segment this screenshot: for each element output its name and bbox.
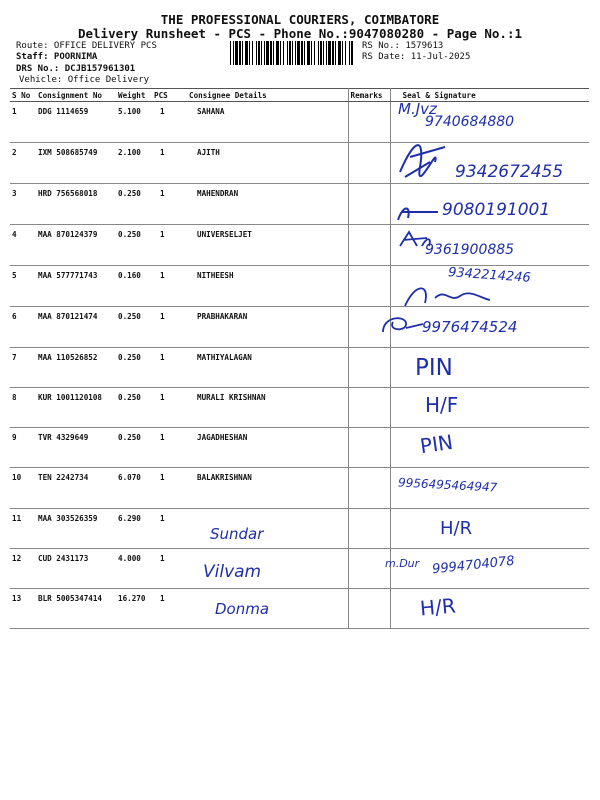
cell-remarks: [348, 348, 390, 388]
cell-remarks: [348, 589, 390, 629]
cell-consignee: UNIVERSELJET: [187, 225, 348, 266]
cell-consignee: PRABHAKARAN: [187, 307, 348, 348]
cell-consignment: HRD 756568018: [36, 184, 116, 225]
cell-consignment: MAA 577771743: [36, 266, 116, 307]
handwritten-name: Vilvam: [203, 562, 262, 582]
cell-weight: 16.270: [116, 589, 152, 629]
cell-consignee: SAHANA: [187, 102, 348, 143]
cell-weight: 4.000: [116, 549, 152, 589]
cell-consignment: IXM 508685749: [36, 143, 116, 184]
cell-consignment: DDG 1114659: [36, 102, 116, 143]
handwritten-phone: 9994704078: [431, 553, 516, 578]
cell-weight: 6.070: [116, 468, 152, 509]
signature-scribble-icon: [395, 278, 495, 308]
cell-sno: 8: [10, 388, 36, 428]
barcode-image: [230, 41, 356, 65]
cell-pcs: 1: [152, 307, 187, 348]
cell-sno: 2: [10, 143, 36, 184]
cell-sno: 3: [10, 184, 36, 225]
cell-consignment: MAA 110526852: [36, 348, 116, 388]
cell-weight: 2.100: [116, 143, 152, 184]
cell-remarks: [348, 225, 390, 266]
cell-sno: 7: [10, 348, 36, 388]
table-header-row: [10, 89, 589, 102]
handwritten-phone: 9342214246: [447, 265, 532, 286]
cell-consignment: MAA 303526359: [36, 509, 116, 549]
handwritten-note: PIN: [415, 355, 453, 381]
cell-consignment: MAA 870124379: [36, 225, 116, 266]
handwritten-phone: 9740684880: [425, 114, 515, 130]
handwritten-phone: 9361900885: [425, 242, 515, 258]
cell-signature: [390, 509, 589, 549]
cell-weight: 0.250: [116, 428, 152, 468]
cell-consignee: MATHIYALAGAN: [187, 348, 348, 388]
col-consignee: Consignee Details: [187, 89, 348, 102]
cell-remarks: [348, 102, 390, 143]
cell-weight: 6.290: [116, 509, 152, 549]
cell-consignee: MAHENDRAN: [187, 184, 348, 225]
signature-scribble: M.Jvz: [398, 100, 437, 118]
col-pcs: PCS: [152, 89, 187, 102]
cell-signature: [390, 388, 589, 428]
cell-pcs: 1: [152, 184, 187, 225]
handwritten-phone: 9080191001: [442, 200, 551, 220]
cell-weight: 0.250: [116, 348, 152, 388]
cell-sno: 12: [10, 549, 36, 589]
cell-pcs: 1: [152, 348, 187, 388]
table-row: [10, 348, 589, 388]
signature-scribble-icon: [378, 310, 428, 338]
table-row: [10, 589, 589, 629]
cell-consignee: JAGADHESHAN: [187, 428, 348, 468]
drs-number: DRS No.: DCJB157961301: [16, 64, 136, 74]
handwritten-name: Donma: [215, 600, 270, 618]
cell-sno: 13: [10, 589, 36, 629]
cell-weight: 0.250: [116, 225, 152, 266]
signature-scribble-icon: [393, 200, 443, 224]
cell-weight: 5.100: [116, 102, 152, 143]
cell-consignment: KUR 1001120108: [36, 388, 116, 428]
rs-number: RS No.: 1579613: [362, 41, 444, 51]
cell-consignee: BALAKRISHNAN: [187, 468, 348, 509]
signature-scribble-icon: [395, 132, 455, 182]
handwritten-note: PIN: [418, 429, 455, 459]
cell-pcs: 1: [152, 549, 187, 589]
handwritten-name: Sundar: [210, 525, 264, 543]
cell-remarks: [348, 468, 390, 509]
col-sno: S No: [10, 89, 36, 102]
cell-remarks: [348, 549, 390, 589]
cell-consignment: TEN 2242734: [36, 468, 116, 509]
table-row: [10, 388, 589, 428]
cell-weight: 0.250: [116, 184, 152, 225]
table-row: [10, 468, 589, 509]
vehicle-label: Vehicle: Office Delivery: [19, 75, 150, 85]
col-weight: Weight: [116, 89, 152, 102]
route-label: Route: OFFICE DELIVERY PCS: [16, 41, 157, 51]
cell-pcs: 1: [152, 589, 187, 629]
col-remarks: Remarks: [348, 89, 390, 102]
cell-sno: 11: [10, 509, 36, 549]
cell-remarks: [348, 266, 390, 307]
handwritten-note: H/F: [425, 393, 459, 417]
handwritten-phone: 9976474524: [422, 318, 518, 336]
cell-pcs: 1: [152, 102, 187, 143]
cell-consignee: AJITH: [187, 143, 348, 184]
cell-remarks: [348, 428, 390, 468]
handwritten-note: H/R: [440, 518, 473, 539]
cell-sno: 9: [10, 428, 36, 468]
cell-pcs: 1: [152, 388, 187, 428]
cell-consignment: MAA 870121474: [36, 307, 116, 348]
cell-pcs: 1: [152, 468, 187, 509]
cell-consignment: CUD 2431173: [36, 549, 116, 589]
handwritten-note: H/R: [419, 593, 457, 621]
cell-consignment: BLR 5005347414: [36, 589, 116, 629]
cell-pcs: 1: [152, 225, 187, 266]
table-row: [10, 509, 589, 549]
cell-remarks: [348, 509, 390, 549]
cell-pcs: 1: [152, 266, 187, 307]
cell-consignee: MURALI KRISHNAN: [187, 388, 348, 428]
cell-weight: 0.160: [116, 266, 152, 307]
company-title: THE PROFESSIONAL COURIERS, COIMBATORE: [160, 12, 440, 27]
cell-sno: 1: [10, 102, 36, 143]
cell-weight: 0.250: [116, 307, 152, 348]
cell-weight: 0.250: [116, 388, 152, 428]
cell-pcs: 1: [152, 509, 187, 549]
cell-remarks: [348, 388, 390, 428]
cell-sno: 6: [10, 307, 36, 348]
col-signature: Seal & Signature: [390, 89, 589, 102]
cell-remarks: [348, 184, 390, 225]
cell-sno: 10: [10, 468, 36, 509]
cell-sno: 5: [10, 266, 36, 307]
rs-date: RS Date: 11-Jul-2025: [362, 52, 471, 62]
runsheet-subtitle: Delivery Runsheet - PCS - Phone No.:9047080280 - Page No.:1: [77, 26, 522, 41]
table-row: [10, 428, 589, 468]
cell-consignee: NITHEESH: [187, 266, 348, 307]
col-consignment: Consignment No: [36, 89, 116, 102]
signature-scribble: m.Dur: [385, 557, 420, 570]
cell-pcs: 1: [152, 428, 187, 468]
staff-label: Staff: POORNIMA: [16, 52, 98, 62]
cell-sno: 4: [10, 225, 36, 266]
handwritten-phone: 9956495464947: [397, 475, 498, 495]
cell-pcs: 1: [152, 143, 187, 184]
cell-remarks: [348, 143, 390, 184]
handwritten-phone: 9342672455: [455, 162, 564, 182]
cell-consignment: TVR 4329649: [36, 428, 116, 468]
